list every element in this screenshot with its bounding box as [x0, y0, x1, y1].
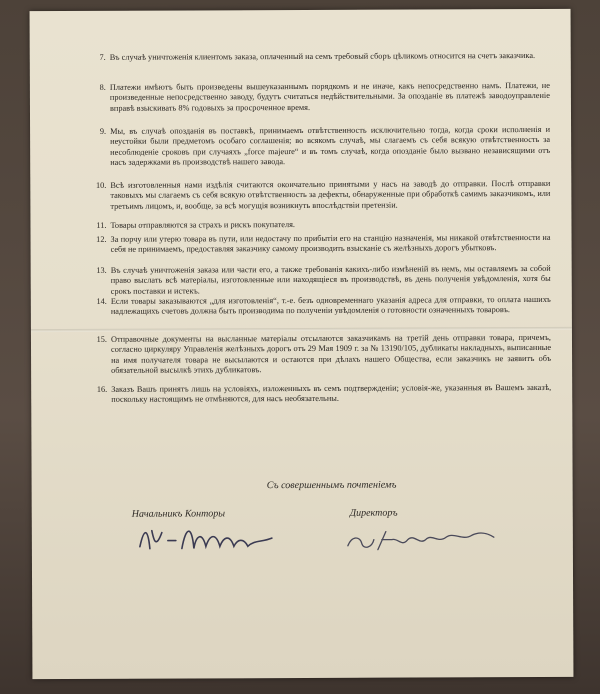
clause-number: 13. — [96, 265, 107, 275]
clause-13 — [96, 263, 551, 297]
clause-text: Отправочные документы на высланные матеріалы отсылаются заказчикамъ на третій день отправки товара, причемъ, согласно циркуляру Управленія желѣзныхъ дорогъ отъ 29 Мая 1909 г. за № 13190/105, дубликаты накладныхъ, выписанные на имя получателя товара не высылаются и остаются при дѣлахъ нашего Общества, если заказчикъ не заявитъ объ обязательной высылкѣ этихъ дубликатовъ. — [110, 332, 552, 376]
clause-text: Въ случаѣ уничтоженія заказа или части его, а также требованія какихъ-либо измѣненій въ немъ, мы оставляемъ за собой право выслать всѣ матеріалы, изготовленные или находящіеся въ производствѣ, въ день полученія увѣдомленія, хотя бы срокъ поставки и истекъ. — [110, 263, 551, 296]
clause-number: 7. — [99, 52, 106, 62]
office-head-title: Начальникъ Конторы — [131, 508, 226, 520]
director-signature — [342, 519, 502, 560]
clause-number: 16. — [96, 384, 108, 394]
director-title: Директоръ — [349, 507, 398, 519]
clause-number: 10. — [95, 180, 107, 190]
clause-text: Товары отправляются за страхъ и рискъ покупателя. — [110, 220, 296, 230]
clause-16 — [96, 382, 552, 406]
clause-7 — [99, 50, 550, 63]
clause-14 — [96, 294, 551, 318]
clause-text: Платежи имѣютъ быть произведены вышеуказаннымъ порядкомъ и не иначе, какъ непосредственно намъ. Платежи, не произведенные непосредственно заводу, будутъ считаться недѣйствительными. За опозданіе въ платежѣ заводоуправленіе вправѣ взыскивать 8% годовыхъ за просроченное время. — [109, 80, 550, 113]
closing-salutation: Съ совершеннымъ почтеніемъ — [266, 479, 397, 492]
clause-number: 9. — [99, 126, 107, 136]
clause-text: Всѣ изготовленныя нами издѣлія считаются окончательно принятыми у насъ на заводѣ до отправки. Послѣ отправки таковыхъ мы слагаемъ съ себя всякую отвѣтственность за дефекты, обнаруженные при обработкѣ самимъ заказчикомъ, или третьимъ лицомъ, и, вообще, за всѣ могущія возникнуть впослѣдствіи претензіи. — [110, 178, 551, 211]
clause-text: Мы, въ случаѣ опозданія въ поставкѣ, принимаемъ отвѣтственность исключительно тогда, когда сроки исполненія и неустойки были предметомъ особаго соглашенія; во всякомъ случаѣ, мы слагаемъ съ себя всякую отвѣтственность за несоблюденіе сроковъ при случаяхъ „force majeure“ и въ томъ случаѣ, когда опозданіе было вызвано независящими отъ насъ задержками въ производствѣ нашего завода. — [110, 124, 551, 168]
clause-10 — [95, 178, 551, 212]
clause-9 — [99, 124, 551, 169]
clause-15 — [96, 332, 552, 377]
clause-8 — [99, 80, 550, 114]
clause-text: Въ случаѣ уничтоженія клиентомъ заказа, оплаченный на семъ требовый сборъ цѣликомъ относится на счетъ заказчика. — [109, 50, 536, 62]
paper-fold-crease — [31, 327, 572, 332]
clause-text: Заказъ Вашъ принятъ лишь на условіяхъ, изложенныхъ въ семъ подтвержденіи; условія-же, указанныя въ Вашемъ заказѣ, поскольку настоящимъ не отмѣняются, для насъ необязательны. — [111, 382, 552, 405]
clause-text: Если товары заказываются „для изготовленія“, т.-е. безъ одновременнаго указанія адреса для отправки, то оплата нашихъ надлежащихъ счетовъ должна быть производима по полученіи увѣдомленія о готовности означенныхъ товаровъ. — [110, 294, 551, 317]
clause-number: 14. — [96, 296, 107, 306]
clause-11 — [96, 219, 550, 231]
document-page — [30, 9, 574, 679]
clause-text: За порчу или утерю товара въ пути, или недостачу по прибытіи его на станцію назначенія, мы никакой отвѣтственности на себя не принимаемъ, предоставляя заказчику самому производить взысканіе съ желѣзныхъ дорогъ убытковъ. — [110, 232, 551, 255]
terms-list — [95, 50, 552, 405]
clause-number: 15. — [96, 334, 107, 344]
clause-number: 11. — [96, 220, 107, 230]
clause-number: 12. — [96, 234, 107, 244]
office-head-signature — [132, 518, 282, 559]
clause-number: 8. — [99, 82, 106, 92]
clause-12 — [96, 232, 551, 256]
